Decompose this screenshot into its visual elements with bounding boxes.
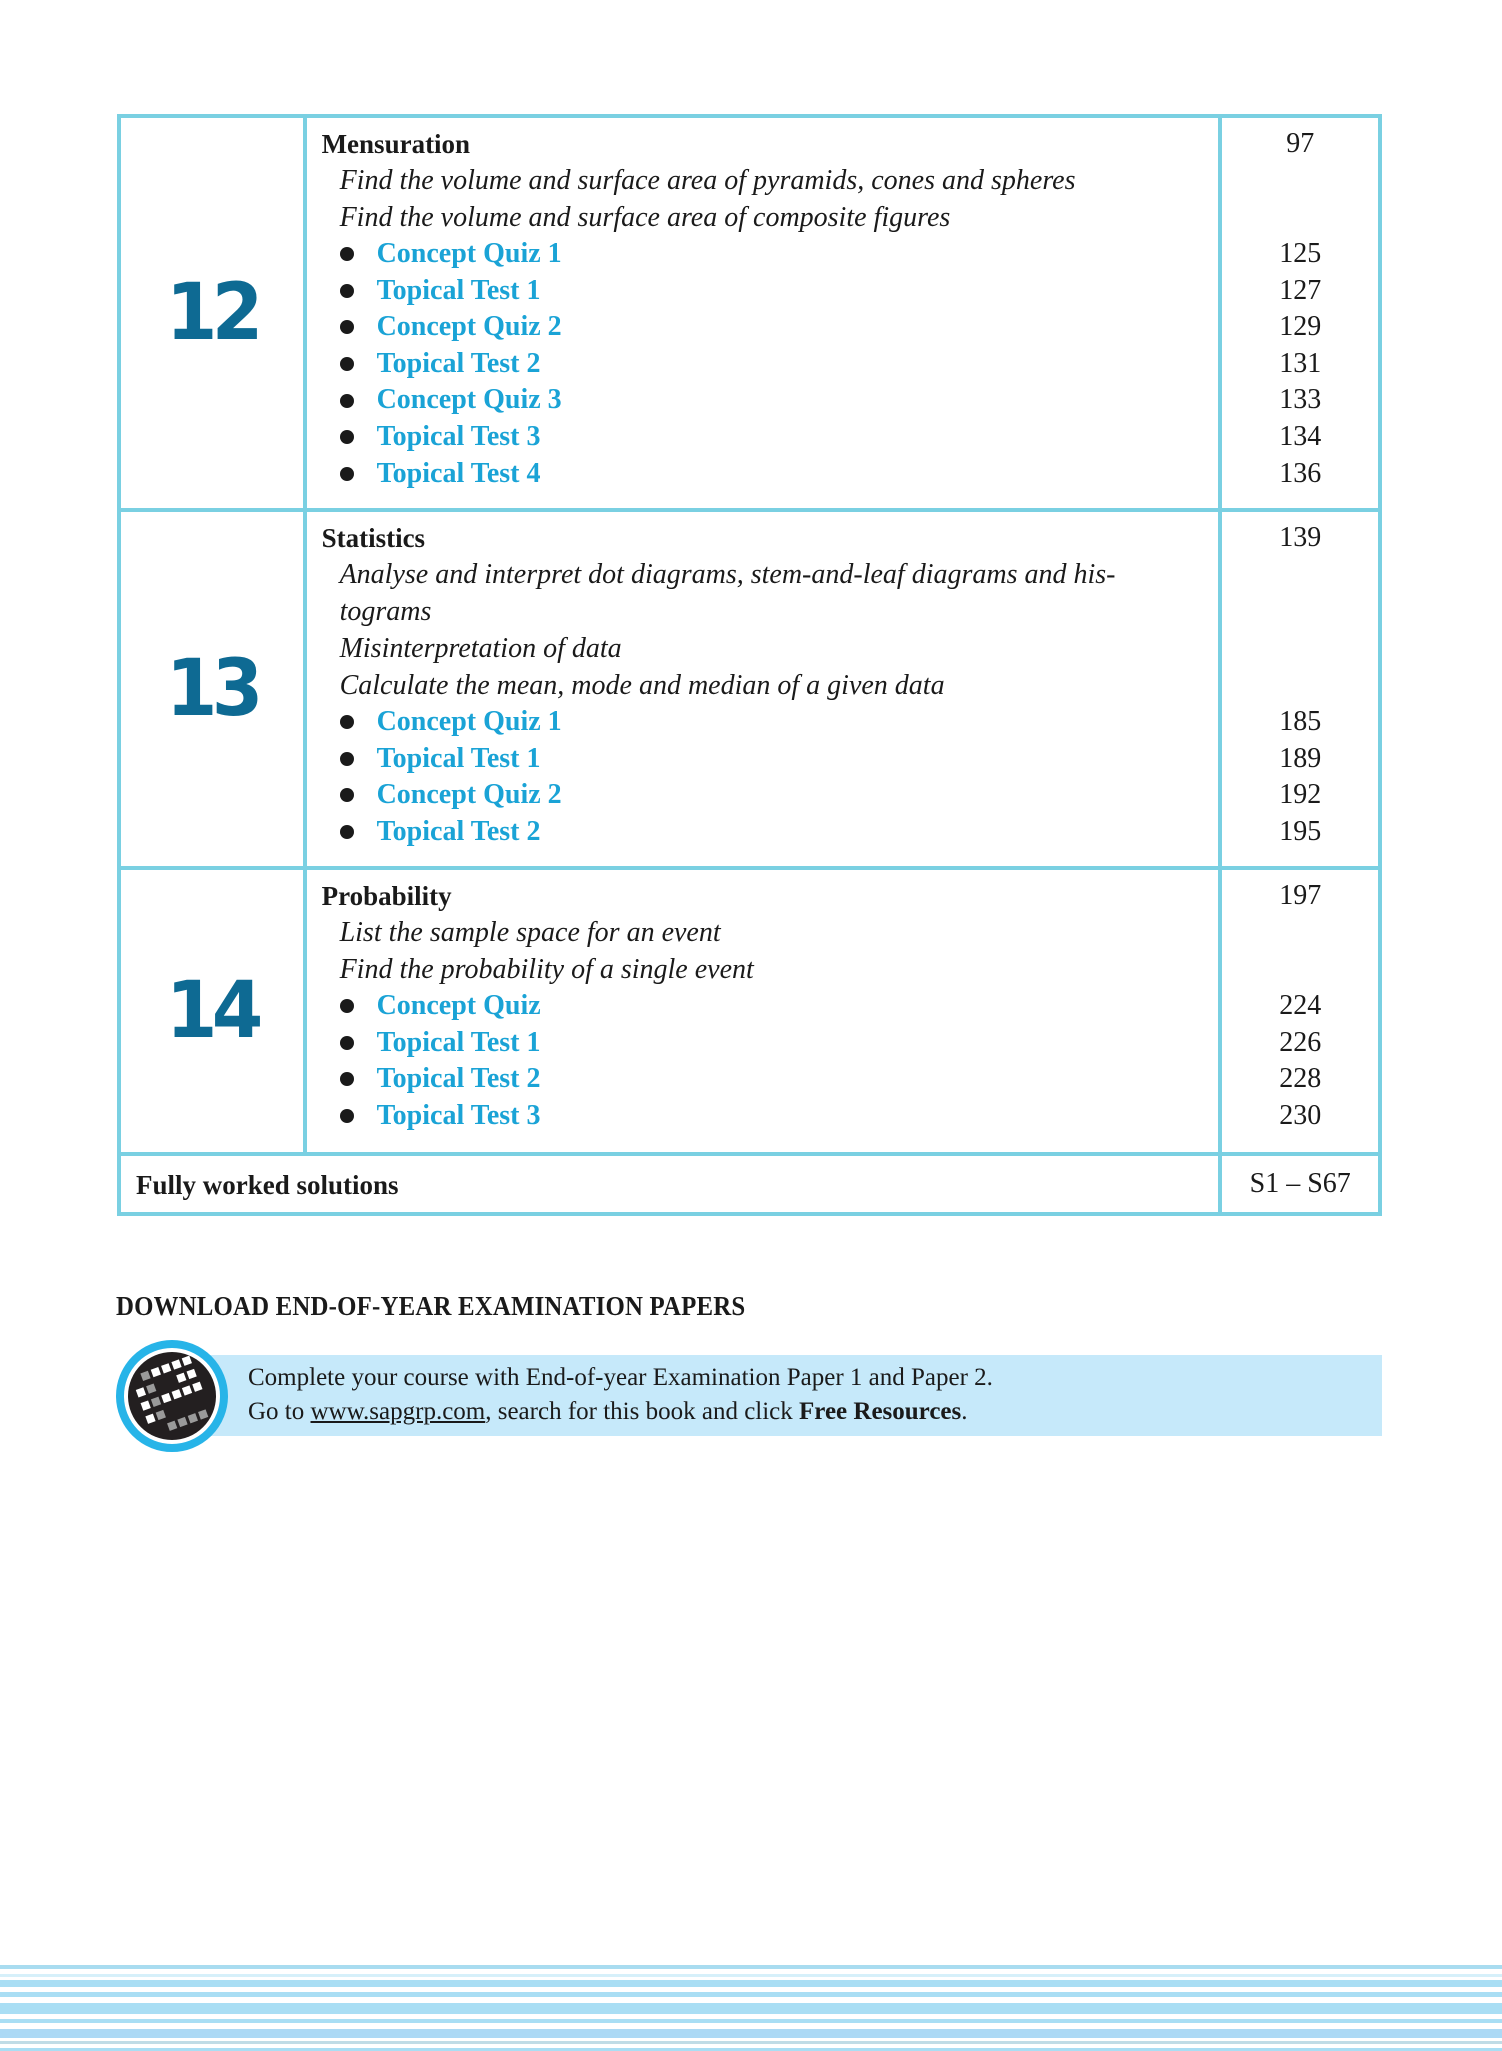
bullet-icon xyxy=(340,788,354,802)
activity-link[interactable]: Concept Quiz 2 xyxy=(376,779,562,811)
activity-page: 131 xyxy=(1279,347,1322,379)
page-column xyxy=(1220,868,1380,1154)
bullet-icon xyxy=(340,752,354,766)
activity-item[interactable] xyxy=(322,236,1207,273)
table-of-contents xyxy=(117,114,1382,1216)
bullet-icon xyxy=(340,1072,354,1086)
chapter-content xyxy=(305,510,1221,868)
download-line-2: Go to www.sapgrp.com, search for this book and click Free Resources. xyxy=(248,1398,968,1425)
chapter-row-14 xyxy=(119,868,1380,1154)
objective: Misinterpretation of data xyxy=(339,633,622,664)
activity-item[interactable] xyxy=(322,346,1207,383)
activity-page: 230 xyxy=(1279,1099,1322,1131)
website-link[interactable]: www.sapgrp.com xyxy=(310,1398,486,1425)
activity-page: 226 xyxy=(1279,1026,1322,1058)
chapter-title[interactable]: Mensuration xyxy=(321,129,471,159)
activity-page: 185 xyxy=(1279,706,1322,737)
activity-link[interactable]: Topical Test 2 xyxy=(376,347,541,379)
activity-page: 195 xyxy=(1279,815,1322,847)
activity-item[interactable] xyxy=(322,777,1207,814)
chapter-page: 197 xyxy=(1279,880,1322,911)
chapter-row-12 xyxy=(119,116,1380,510)
page-column xyxy=(1220,510,1380,868)
activity-item[interactable] xyxy=(322,419,1207,456)
solutions-label[interactable]: Fully worked solutions xyxy=(119,1154,1220,1214)
bullet-icon xyxy=(340,247,354,261)
activity-link[interactable]: Topical Test 3 xyxy=(376,1099,541,1131)
activity-item[interactable] xyxy=(322,988,1207,1025)
download-line-1: Complete your course with End-of-year Examination Paper 1 and Paper 2. xyxy=(248,1364,993,1391)
chapter-number: 13 xyxy=(124,510,300,868)
activity-item[interactable] xyxy=(322,704,1207,741)
activity-page: 129 xyxy=(1279,311,1322,343)
objective: Calculate the mean, mode and median of a given data xyxy=(339,670,945,701)
download-resources-icon xyxy=(116,1340,228,1452)
activity-link[interactable]: Concept Quiz 1 xyxy=(376,706,562,737)
bullet-icon xyxy=(340,284,354,298)
bullet-icon xyxy=(340,1036,354,1050)
activity-link[interactable]: Topical Test 2 xyxy=(376,1063,541,1095)
chapter-page: 97 xyxy=(1286,128,1315,159)
chapter-number: 14 xyxy=(124,868,300,1154)
chapter-title[interactable]: Statistics xyxy=(321,523,426,553)
activity-page: 136 xyxy=(1279,457,1322,489)
chapter-row-13 xyxy=(119,510,1380,868)
bullet-icon xyxy=(340,320,354,334)
activity-link[interactable]: Topical Test 4 xyxy=(376,457,541,489)
bullet-icon xyxy=(340,825,354,839)
chapter-title[interactable]: Probability xyxy=(321,881,452,911)
chapter-content xyxy=(305,868,1221,1154)
bullet-icon xyxy=(340,1109,354,1123)
activity-item[interactable] xyxy=(322,309,1207,346)
free-resources-label: Free Resources xyxy=(799,1398,962,1425)
activity-link[interactable]: Topical Test 3 xyxy=(376,420,541,452)
activity-item[interactable] xyxy=(322,741,1207,778)
chapter-content xyxy=(305,116,1221,510)
activity-link[interactable]: Topical Test 1 xyxy=(376,742,541,774)
decorative-stripes xyxy=(0,1965,1502,2051)
activity-link[interactable]: Concept Quiz xyxy=(376,990,541,1021)
activity-item[interactable] xyxy=(322,814,1207,851)
activity-page: 127 xyxy=(1279,274,1322,306)
bullet-icon xyxy=(340,999,354,1013)
activity-item[interactable] xyxy=(322,1025,1207,1062)
activity-page: 228 xyxy=(1279,1063,1322,1095)
activity-page: 192 xyxy=(1279,779,1322,811)
activity-page: 133 xyxy=(1279,384,1322,416)
activity-link[interactable]: Concept Quiz 3 xyxy=(376,384,562,416)
objective: Find the volume and surface area of pyramids, cones and spheres xyxy=(339,165,1076,196)
download-heading: DOWNLOAD END-OF-YEAR EXAMINATION PAPERS xyxy=(116,1291,746,1321)
activity-page: 134 xyxy=(1279,420,1322,452)
bullet-icon xyxy=(340,357,354,371)
page-column xyxy=(1220,116,1380,510)
objective: Find the probability of a single event xyxy=(339,954,754,985)
activity-link[interactable]: Concept Quiz 2 xyxy=(376,311,562,343)
bullet-icon xyxy=(340,467,354,481)
objective: Find the volume and surface area of composite figures xyxy=(339,202,951,233)
activity-link[interactable]: Concept Quiz 1 xyxy=(376,238,562,269)
bullet-icon xyxy=(340,715,354,729)
solutions-row xyxy=(119,1154,1380,1214)
activity-item[interactable] xyxy=(322,273,1207,310)
objective: List the sample space for an event xyxy=(339,917,721,948)
activity-page: 224 xyxy=(1279,990,1322,1021)
activity-link[interactable]: Topical Test 1 xyxy=(376,1026,541,1058)
activity-item[interactable] xyxy=(322,382,1207,419)
activity-item[interactable] xyxy=(322,1061,1207,1098)
bullet-icon xyxy=(340,394,354,408)
activity-item[interactable] xyxy=(322,456,1207,493)
bullet-icon xyxy=(340,430,354,444)
activity-page: 189 xyxy=(1279,742,1322,774)
download-instructions xyxy=(248,1361,993,1429)
solutions-pages: S1 – S67 xyxy=(1220,1154,1380,1214)
activity-link[interactable]: Topical Test 2 xyxy=(376,815,541,847)
chapter-page: 139 xyxy=(1279,522,1322,553)
objective: Analyse and interpret dot diagrams, stem-and-leaf diagrams and his- xyxy=(339,559,1116,590)
activity-page: 125 xyxy=(1279,238,1322,269)
activity-link[interactable]: Topical Test 1 xyxy=(376,274,541,306)
objective: tograms xyxy=(339,596,432,627)
chapter-number: 12 xyxy=(124,116,300,510)
activity-item[interactable] xyxy=(322,1098,1207,1135)
